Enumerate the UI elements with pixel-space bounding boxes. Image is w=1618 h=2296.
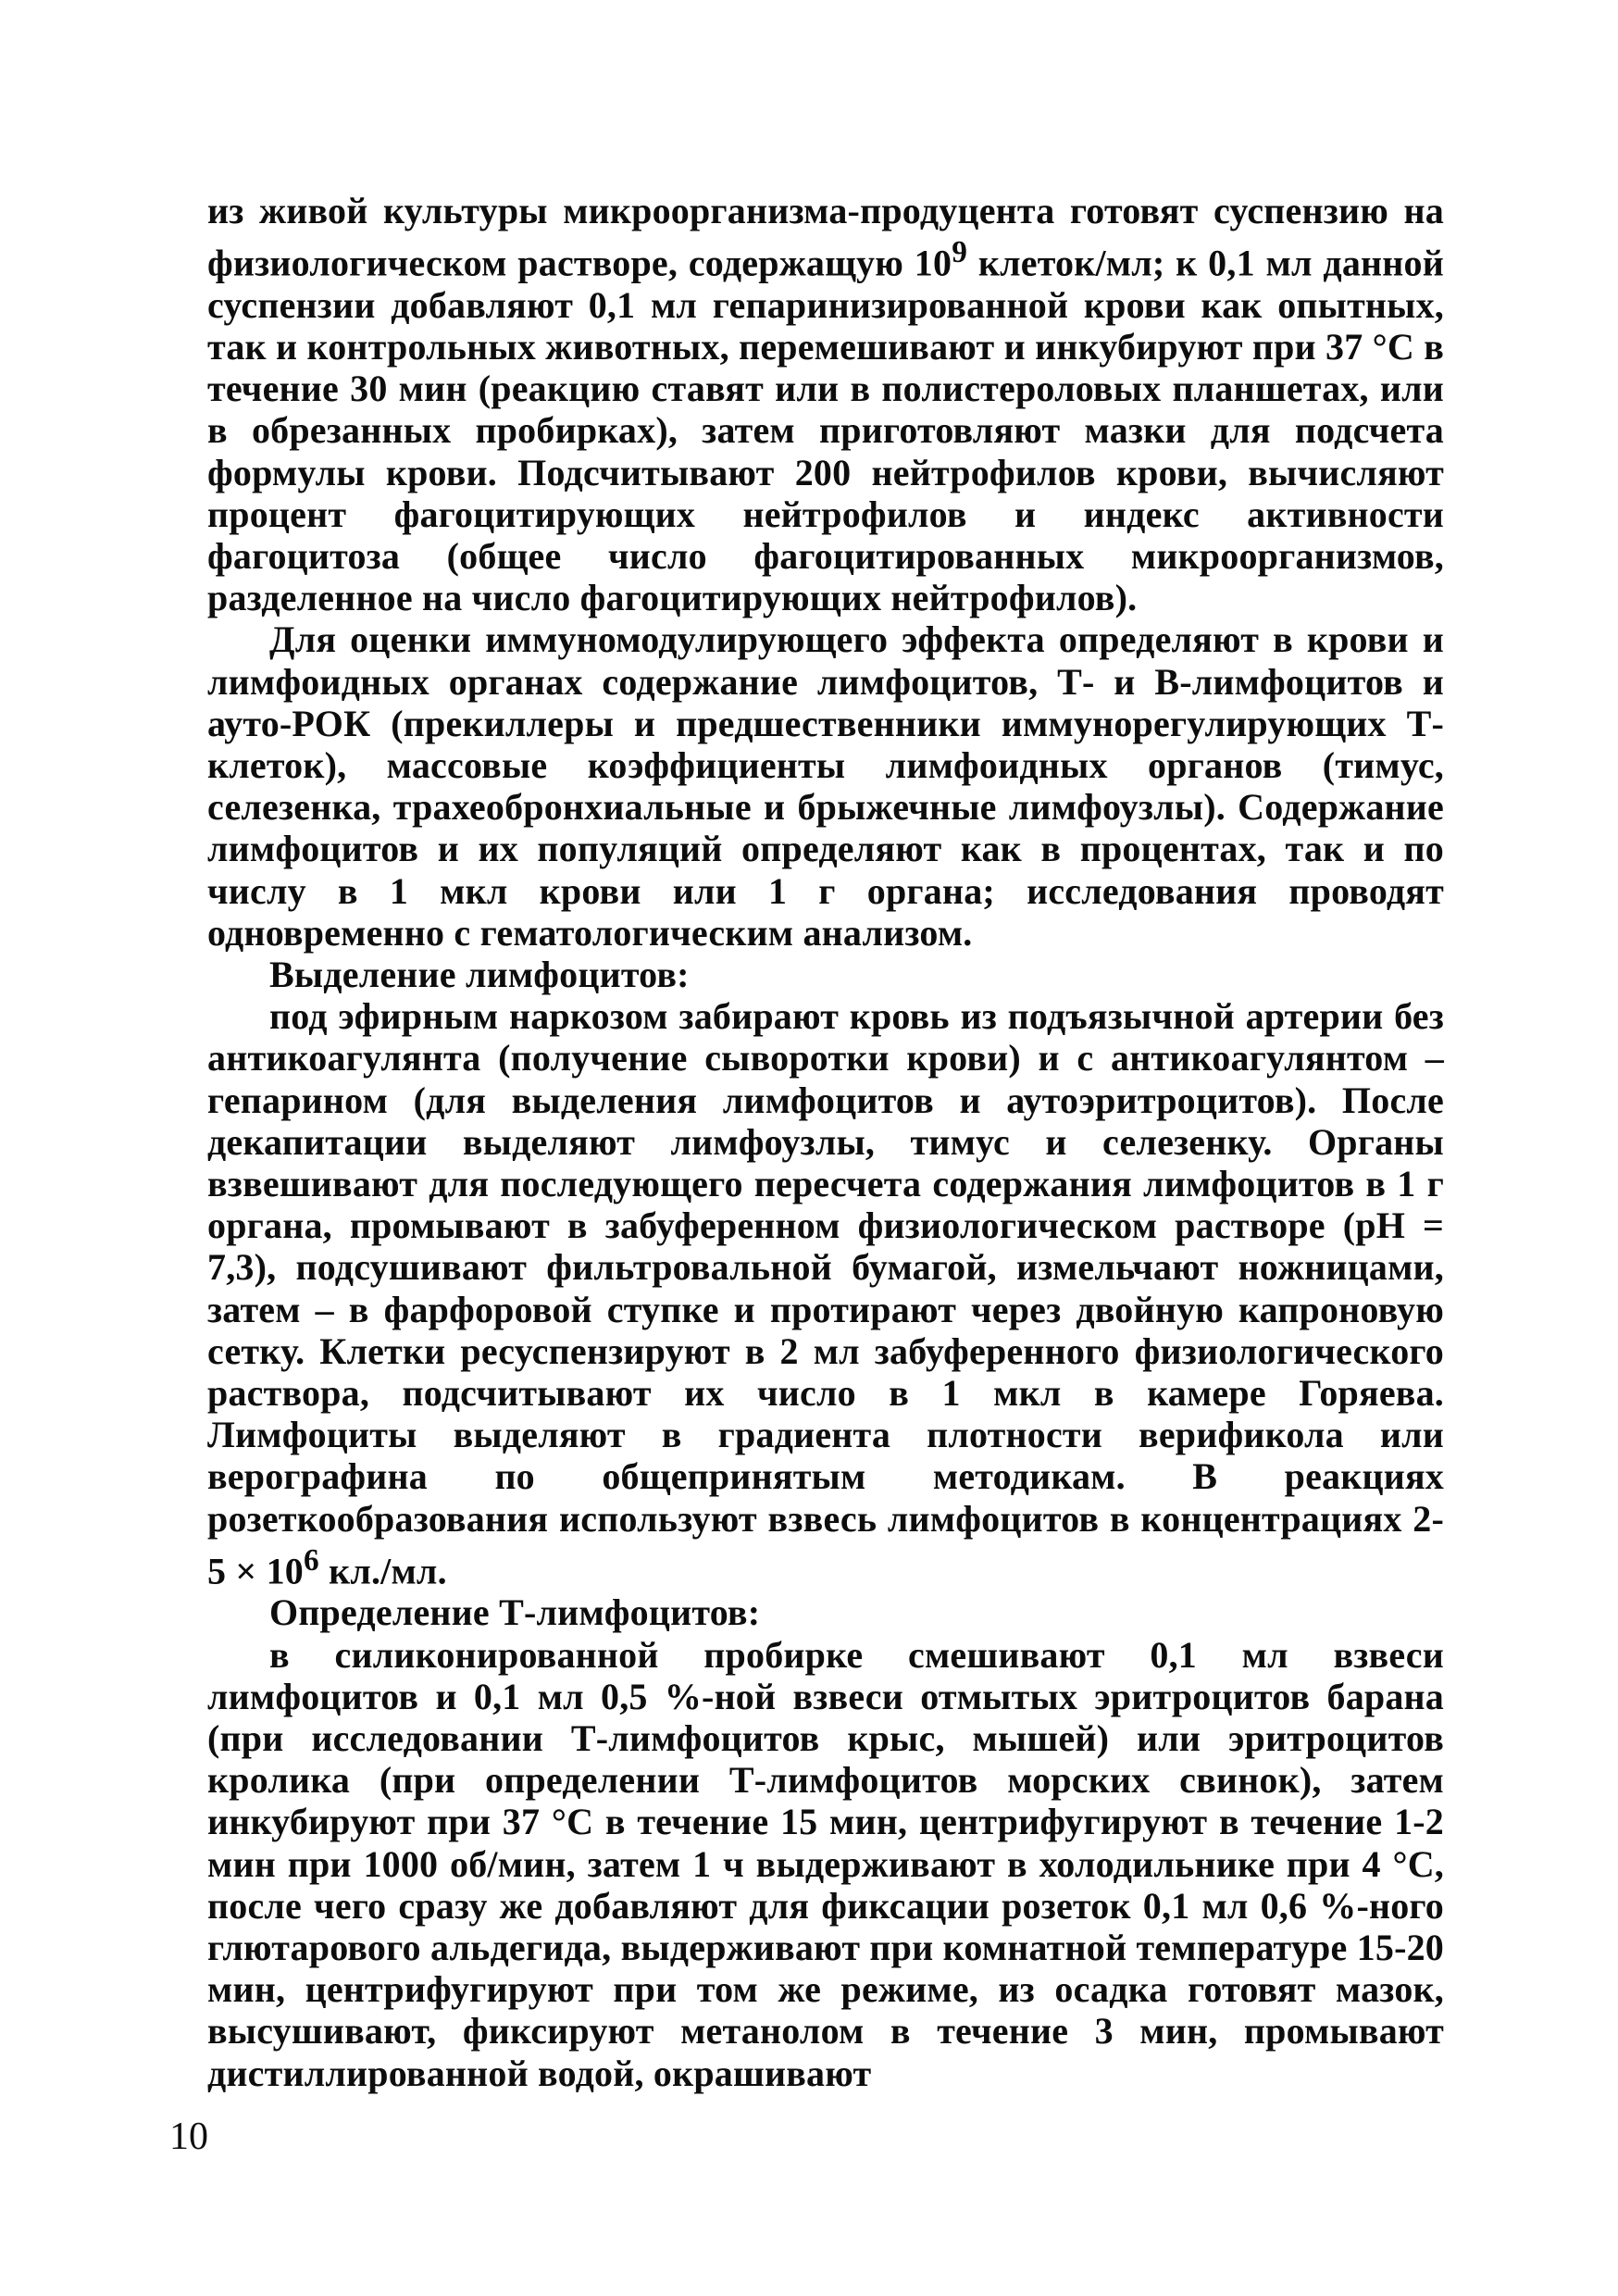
section-heading-t-lymphocytes [207,1591,1444,1633]
heading-text: Выделение лимфоцитов: [269,953,690,995]
paragraph-text: под эфирным наркозом забирают кровь из подъязычной артерии без антикоагулянта (получение сыворотки крови) и с антикоагулянтом – гепарином (для выделения лимфоцитов и аутоэритроцитов). После декапитации выделяют лимфоузлы, тимус и селезенку. Органы взвешивают для последующего пересчета содержания лимфоцитов в 1 г органа, промывают в забуференном физиологическом растворе (рН = 7,3), подсушивают фильтровальной бумагой, измельчают ножницами, затем – в фарфоровой ступке и протирают через двойную капроновую сетку. Клетки ресуспензируют в 2 мл забуференного физиологического раствора, подсчитывают их число в 1 мкл в камере Горяева. Лимфоциты выделяют в градиента плотности верификола или верографина по общепринятым методикам. В реакциях розеткообразования используют взвесь лимфоцитов в концентрациях 2-5 × 10 [207,995,1444,1592]
heading-text: Определение Т-лимфоцитов: [269,1591,761,1634]
paragraph-text: клеток/мл; к 0,1 мл данной суспензии добавляют 0,1 мл гепаринизированной крови как опытных, так и контрольных животных, перемешивают и инкубируют при 37 °С в течение 30 мин (реакцию ставят или в полистероловых планшетах, или в обрезанных пробирках), затем приготовляют мазки для подсчета формулы крови. Подсчитывают 200 нейтрофилов крови, вычисляют процент фагоцитирующих нейтрофилов и индекс активности фагоцитоза (общее число фагоцитированных микроорганизмов, разделенное на число фагоцитирующих нейтрофилов). [207,242,1444,619]
paragraph-lymphocyte-isolation [207,995,1444,1591]
paragraph-text: в силиконированной пробирке смешивают 0,1 мл взвеси лимфоцитов и 0,1 мл 0,5 %-ной взвеси отмытых эритроцитов барана (при исследовании Т-лимфоцитов крыс, мышей) или эритроцитов кролика (при определении Т-лимфоцитов морских свинок), затем инкубируют при 37 °С в течение 15 мин, центрифугируют в течение 1-2 мин при 1000 об/мин, затем 1 ч выдерживают в холодильнике при 4 °С, после чего сразу же добавляют для фиксации розеток 0,1 мл 0,6 %-ного глютарового альдегида, выдерживают при комнатной температуре 15-20 мин, центрифугируют при том же режиме, из осадка готовят мазок, высушивают, фиксируют метанолом в течение 3 мин, промывают дистиллированной водой, окрашивают [207,1633,1444,2094]
paragraph-phagocytosis [207,190,1444,618]
body-text [207,190,1444,2094]
paragraph-text: Для оценки иммуномодулирующего эффекта определяют в крови и лимфоидных органах содержание лимфоцитов, Т- и В-лимфоцитов и ауто-РОК (прекиллеры и предшественники иммунорегулирующих Т-клеток), массовые коэффициенты лимфоидных органов (тимус, селезенка, трахеобронхиальные и брыжечные лимфоузлы). Содержание лимфоцитов и их популяций определяют как в процентах, так и по числу в 1 мкл крови или 1 г органа; исследования проводят одновременно с гематологическим анализом. [207,618,1444,954]
paragraph-text: из живой культуры микроорганизма-продуцента готовят суспензию на физиологическом растворе, содержащую 10 [207,190,1444,284]
paragraph-immunomodulation [207,618,1444,954]
paragraph-t-lymphocytes [207,1634,1444,2094]
paragraph-text: кл./мл. [318,1550,447,1592]
exponent: 9 [952,235,968,270]
page-number: 10 [169,2115,208,2158]
exponent: 6 [304,1542,319,1578]
section-heading-lymphocyte-isolation [207,954,1444,995]
